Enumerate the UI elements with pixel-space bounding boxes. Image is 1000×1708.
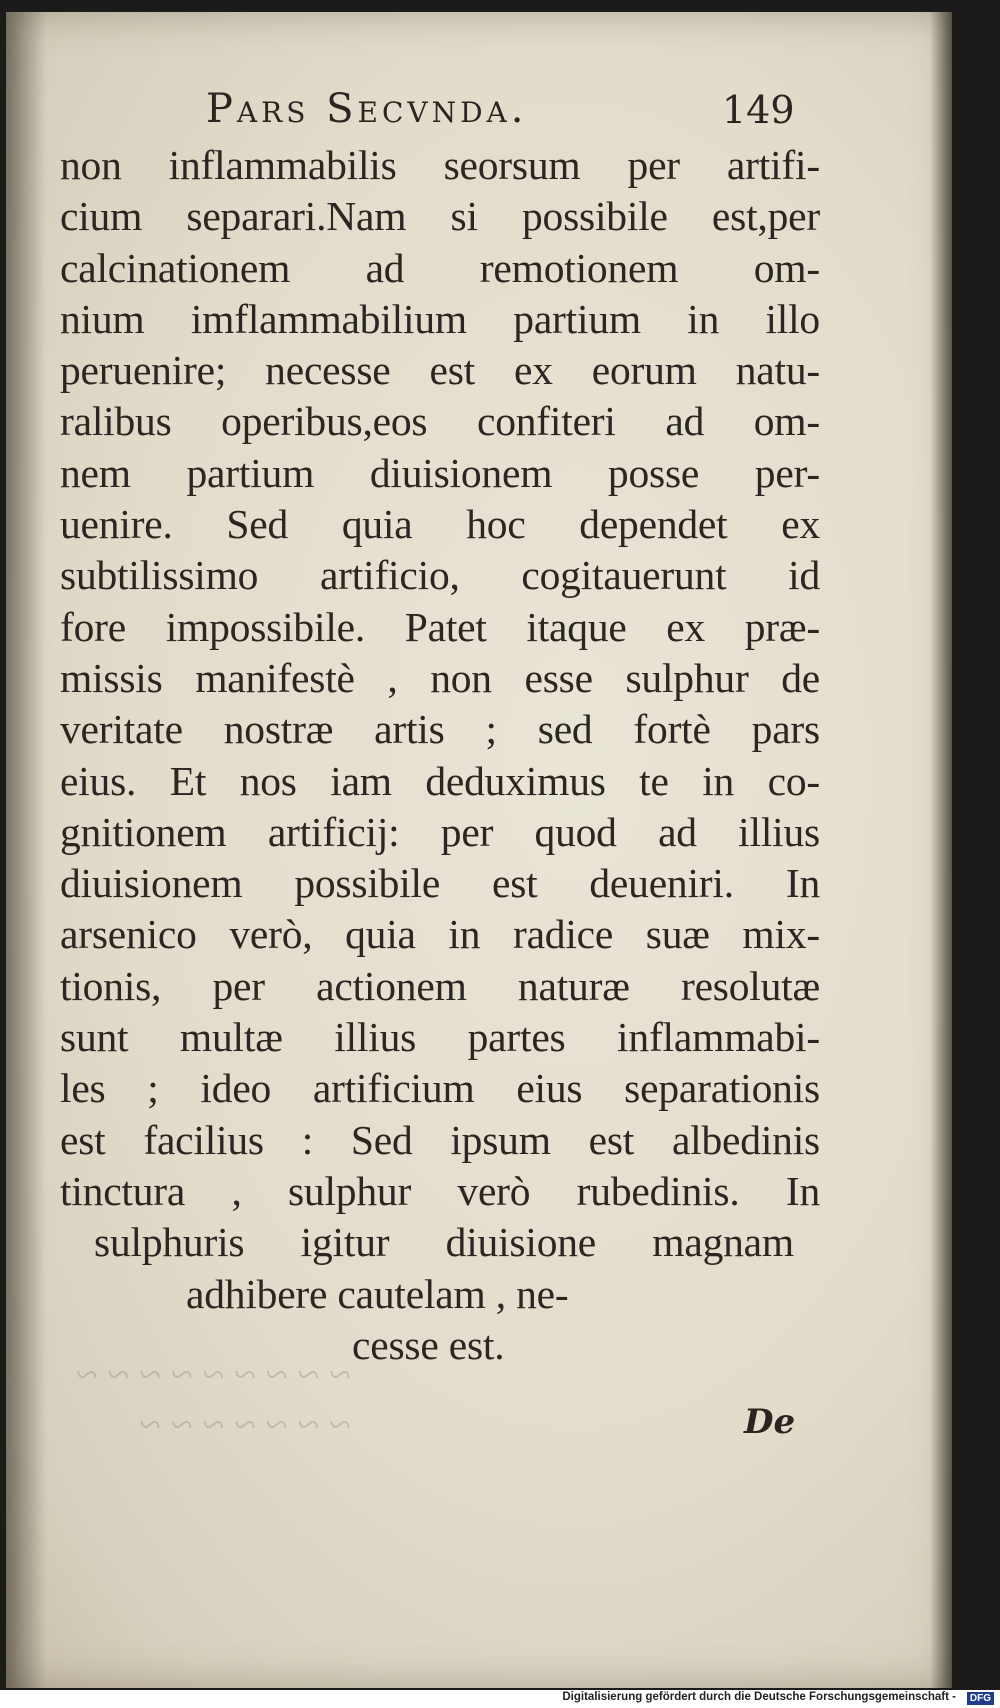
text-line: sunt multæ illius partes inflammabi- xyxy=(60,1014,820,1061)
text-line: tinctura , sulphur verò rubedinis. In xyxy=(60,1167,820,1214)
text-line: gnitionem artificij: per quod ad illius xyxy=(60,808,820,855)
running-head: Pars Secvnda. xyxy=(206,86,528,132)
text-line: nem partium diuisionem posse per- xyxy=(60,449,820,496)
text-line: eius. Et nos iam deduximus te in co- xyxy=(60,757,820,804)
text-line: uenire. Sed quia hoc dependet ex xyxy=(60,501,820,548)
text-line: cium separari.Nam si possibile est,per xyxy=(60,193,820,240)
text-line: est facilius : Sed ipsum est albedinis xyxy=(60,1116,820,1163)
footer-bar xyxy=(0,1690,1000,1708)
text-line: fore impossibile. Patet itaque ex præ- xyxy=(60,603,820,650)
tail-line: cesse est. xyxy=(352,1321,505,1368)
page-gutter-shadow xyxy=(6,12,46,1688)
text-line: arsenico verò, quia in radice suæ mix- xyxy=(60,911,820,958)
text-line: ralibus operibus,eos confiteri ad om- xyxy=(60,398,820,445)
tail-line: sulphuris igitur diuisione magnam xyxy=(94,1219,794,1266)
page-header xyxy=(6,78,952,138)
dfg-logo: DFG xyxy=(967,1692,994,1705)
book-page xyxy=(6,12,952,1688)
catchword: De xyxy=(744,1402,796,1442)
text-line: nium imflammabilium partium in illo xyxy=(60,295,820,342)
page-number: 149 xyxy=(722,88,795,132)
text-line: les ; ideo artificium eius separationis xyxy=(60,1065,820,1112)
text-line: subtilissimo artificio, cogitauerunt id xyxy=(60,552,820,599)
text-line: veritate nostræ artis ; sed fortè pars xyxy=(60,706,820,753)
page-fore-edge-shadow xyxy=(930,12,952,1688)
funding-credit: Digitalisierung gefördert durch die Deutsche Forschungsgemeinschaft - xyxy=(562,1691,956,1703)
show-through-ink: ~ ~ ~ ~ ~ ~ ~ ~ ~ ~ ~ ~ ~ ~ ~ ~ xyxy=(76,1352,351,1447)
text-line: tionis, per actionem naturæ resolutæ xyxy=(60,962,820,1009)
text-line: peruenire; necesse est ex eorum natu- xyxy=(60,347,820,394)
text-line: calcinationem ad remotionem om- xyxy=(60,244,820,291)
text-line: diuisionem possibile est deueniri. In xyxy=(60,860,820,907)
body-text xyxy=(60,140,820,1371)
tail-line: adhibere cautelam , ne- xyxy=(186,1270,569,1317)
text-line: missis manifestè , non esse sulphur de xyxy=(60,654,820,701)
text-line: non inflammabilis seorsum per artifi- xyxy=(60,142,820,188)
